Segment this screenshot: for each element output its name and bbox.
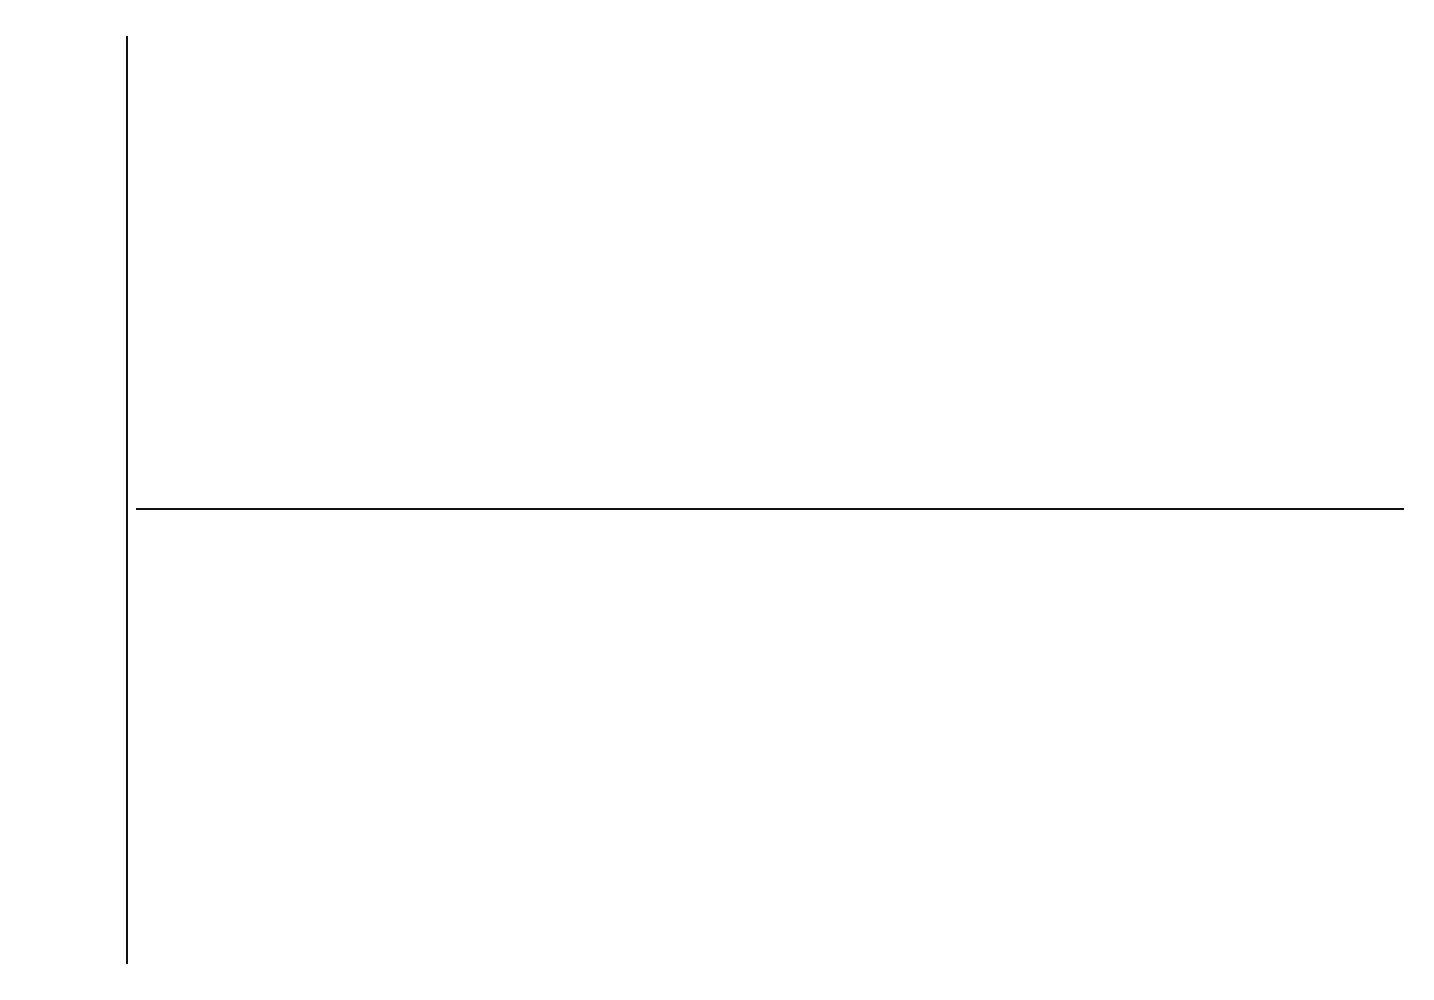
document-page-wrap xyxy=(48,20,1428,980)
left-column xyxy=(136,528,1408,952)
right-column xyxy=(136,48,1408,472)
document-page xyxy=(48,20,1428,980)
column-divider xyxy=(136,508,1404,510)
side-credit xyxy=(0,20,24,980)
page-header xyxy=(78,36,122,964)
side-credit-text xyxy=(0,20,24,980)
header-rule xyxy=(126,36,128,964)
